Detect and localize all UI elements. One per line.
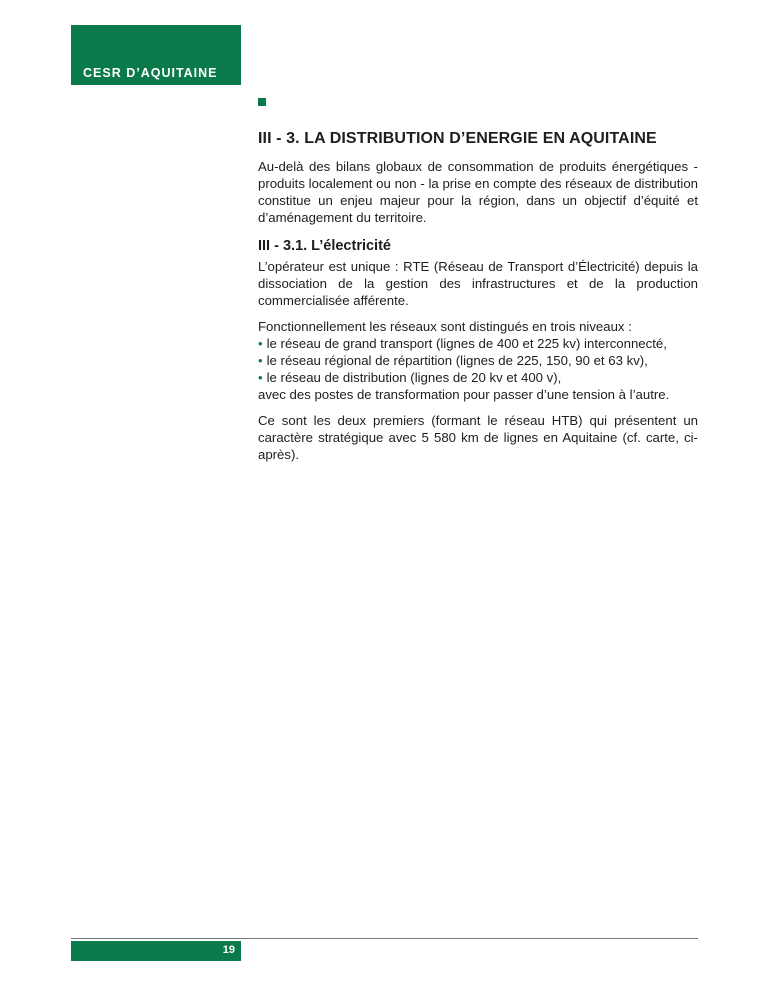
htb-network-paragraph: Ce sont les deux premiers (formant le réseau HTB) qui présentent un caractère stratégique avec 5 580 km de lignes en Aquitaine (cf. carte, ci-après). — [258, 413, 698, 462]
bullet-icon: • — [258, 336, 263, 351]
footer-divider — [71, 938, 698, 939]
bullet-icon: • — [258, 353, 263, 368]
organization-name: CESR D’AQUITAINE — [83, 66, 218, 80]
main-content — [258, 130, 698, 463]
network-levels-list — [258, 335, 698, 386]
list-item-text: le réseau régional de répartition (lignes de 225, 150, 90 et 63 kv), — [266, 353, 648, 368]
list-item — [258, 352, 698, 369]
subsection-title: III - 3.1. L’électricité — [258, 238, 391, 254]
page-number-band — [71, 941, 241, 961]
list-item — [258, 335, 698, 352]
transformation-paragraph: avec des postes de transformation pour passer d’une tension à l’autre. — [258, 387, 670, 402]
section-marker-square — [258, 98, 266, 106]
list-item — [258, 369, 698, 386]
levels-intro-paragraph: Fonctionnellement les réseaux sont distingués en trois niveaux : — [258, 319, 632, 334]
header-band — [71, 25, 241, 85]
section-title: III - 3. LA DISTRIBUTION D’ENERGIE EN AQUITAINE — [258, 130, 657, 147]
list-item-text: le réseau de distribution (lignes de 20 kv et 400 v), — [266, 370, 562, 385]
intro-paragraph: Au-delà des bilans globaux de consommation de produits énergétiques - produits localement ou non - la prise en compte des réseaux de distribution constitue un enjeu majeur pour la région, dans un objectif d’équité et d’aménagement du territoire. — [258, 159, 698, 225]
list-item-text: le réseau de grand transport (lignes de 400 et 225 kv) interconnecté, — [266, 336, 667, 351]
operator-paragraph: L’opérateur est unique : RTE (Réseau de Transport d’Électricité) depuis la dissociation de la gestion des infrastructures et de la production commercialisée afférente. — [258, 259, 698, 308]
bullet-icon: • — [258, 370, 263, 385]
page-number: 19 — [222, 944, 235, 956]
